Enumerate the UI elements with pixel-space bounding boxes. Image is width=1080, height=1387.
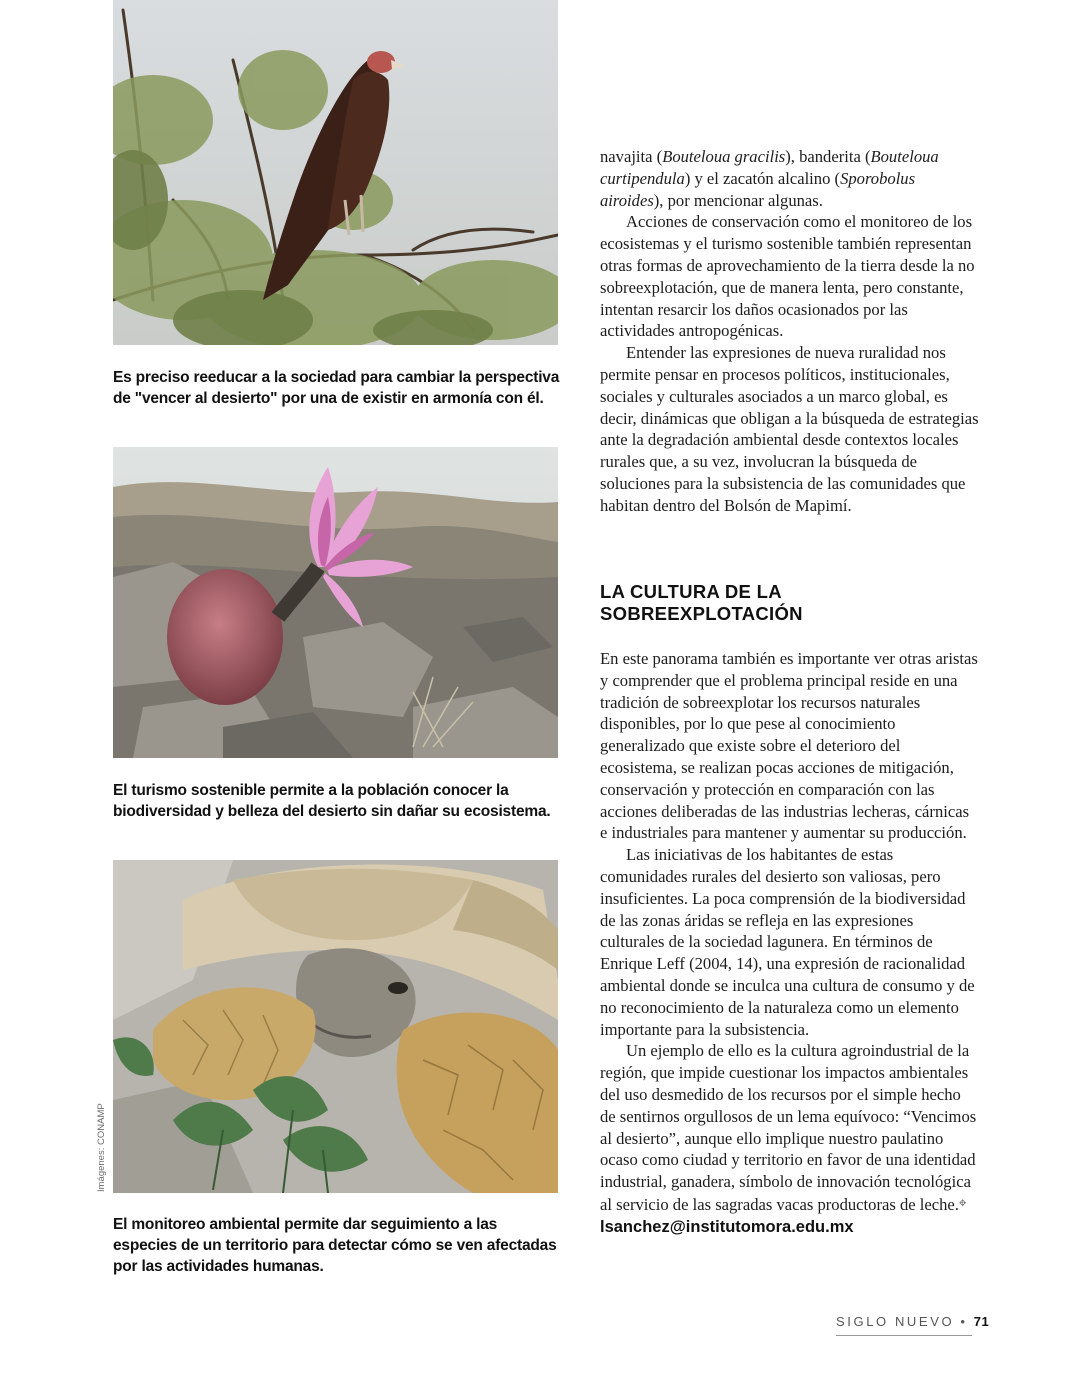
page-number: 71	[973, 1314, 990, 1329]
body-paragraph: navajita (Bouteloua gracilis), banderita (Bouteloua curtipendula) y el zacatón alcalino (Sporobolus airoides), por mencionar algunas.	[600, 147, 939, 210]
body-paragraph: Las iniciativas de los habitantes de estas comunidades rurales del desierto son valiosas, pero insuficientes. La poca comprensión de la biodiversidad de las zonas áridas se refleja en las expresiones culturales de la sociedad lagunera. En términos de Enrique Leff (2004, 14), una expresión de racionalidad ambiental donde se inculca una cultura de consumo y de no reconocimiento de la naturaleza como un elemento importante para la subsistencia.	[600, 845, 975, 1039]
section-heading: LA CULTURA DE LA SOBREEXPLOTACIÓN	[600, 581, 803, 624]
body-paragraph: En este panorama también es importante ver otras aristas y comprender que el problema principal reside en una tradición de sobreexplotar los recursos naturales disponibles, por lo que pese al conocimiento generalizado que existe sobre el deterioro del ecosistema, se realizan pocas acciones de mitigación, conservación y protección en comparación con las acciones deliberadas de las industrias lecheras, cárnicas e industriales para mantener y aumentar su producción.	[600, 649, 978, 843]
folio-separator: •	[960, 1314, 968, 1329]
publication-name: SIGLO NUEVO	[836, 1314, 955, 1329]
blooming-cactus-photo	[113, 447, 558, 758]
article-column-top	[600, 146, 980, 517]
photo-caption: El turismo sostenible permite a la población conocer la biodiversidad y belleza del desierto sin dañar su ecosistema.	[113, 782, 551, 820]
page-folio	[836, 1314, 990, 1336]
body-paragraph: Entender las expresiones de nueva ruralidad nos permite pensar en procesos políticos, institucionales, sociales y culturales asociados a un marco global, es decir, dinámicas que obligan a la búsqueda de estrategias ante la degradación ambiental desde contextos locales rurales que, a su vez, involucran la búsqueda de soluciones para la subsistencia de las comunidades que habitan dentro del Bolsón de Mapimí.	[600, 343, 979, 515]
turkey-vulture-photo	[113, 0, 558, 345]
photo-caption: El monitoreo ambiental permite dar seguimiento a las especies de un territorio para detectar cómo se ven afectadas por las actividades humanas.	[113, 1216, 557, 1275]
end-mark-icon: ✥	[958, 1197, 967, 1208]
tortoise-photo	[113, 860, 558, 1193]
article-column-bottom	[600, 648, 980, 1238]
body-paragraph: Un ejemplo de ello es la cultura agroindustrial de la región, que impide cuestionar los impactos ambientales del uso desmedido de los recursos por el simple hecho de sentirnos orgullosos de un lema equívoco: “Vencimos al desierto”, aunque ello implique nuestro paulatino ocaso como ciudad y territorio en favor de una identidad industrial, ganadera, símbolo de innovación tecnológica al servicio de las sagradas vacas productoras de leche.✥	[600, 1041, 977, 1214]
author-email: lsanchez@institutomora.edu.mx	[600, 1217, 854, 1236]
body-paragraph: Acciones de conservación como el monitoreo de los ecosistemas y el turismo sostenible también representan otras formas de aprovechamiento de la tierra desde la no sobreexplotación, que de manera lenta, pero constante, intentan resarcir los daños ocasionados por las actividades antropogénicas.	[600, 212, 975, 341]
photo-credit: Imágenes: CONAMP	[96, 1103, 107, 1192]
photo-caption: Es preciso reeducar a la sociedad para cambiar la perspectiva de "vencer al desierto" por una de existir en armonía con él.	[113, 369, 560, 407]
